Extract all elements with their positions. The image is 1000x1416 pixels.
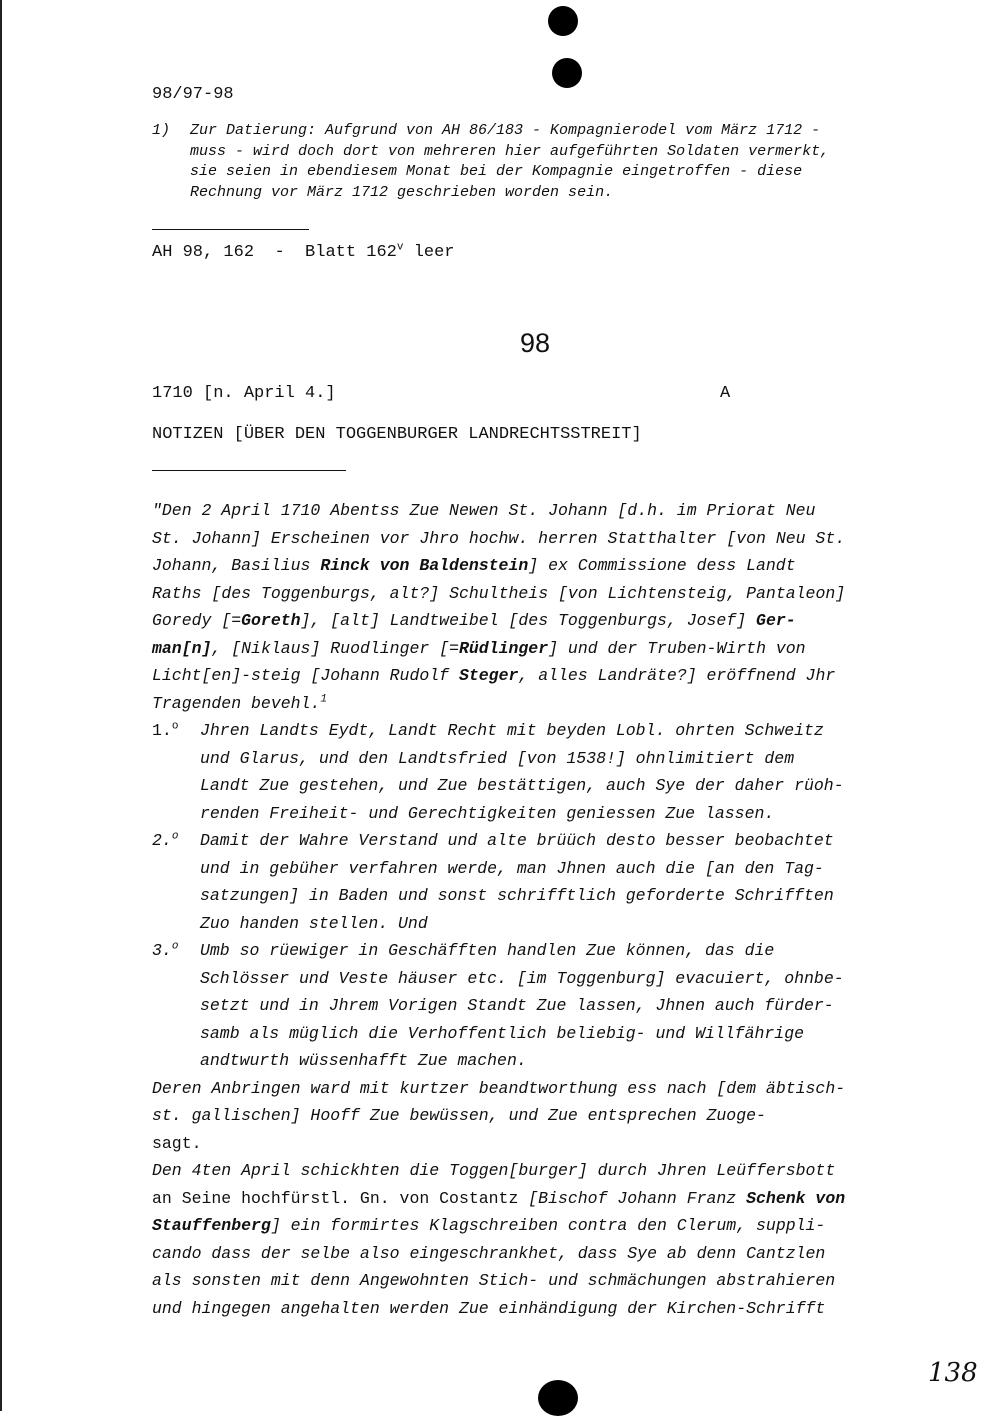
leer-label: leer	[413, 243, 455, 262]
text: eröffnend Jhr	[696, 666, 836, 685]
page-reference: 98/97-98	[152, 85, 234, 104]
name-bold: Rinck von Baldenstein	[320, 556, 529, 575]
paragraph-1	[152, 497, 932, 717]
text: renden Freiheit- und Gerechtigkeiten geniessen Zue lassen.	[200, 803, 775, 823]
text: Damit der Wahre Verstand und alte brüüch desto besser beobachtet	[200, 831, 834, 850]
item-number	[152, 717, 200, 827]
text: [an den Tag-	[704, 858, 824, 878]
text: Landt Zue gestehen, und Zue bestättigen, auch Sye der daher rüoh-	[200, 776, 844, 795]
footnote-line: Rechnung vor März 1712 geschrieben worden sein.	[190, 183, 614, 201]
text: [von Lichtensteig, Pantaleon]	[558, 583, 846, 603]
footnote-ref: 1	[320, 693, 327, 705]
paragraph-3	[152, 1157, 932, 1322]
text: [=	[439, 638, 459, 658]
ordinal-mark: o	[171, 720, 179, 733]
document-number: 98	[520, 328, 551, 358]
text: ohnlimitiert dem	[625, 748, 795, 768]
text: [dem äbtisch-	[716, 1078, 846, 1098]
text: -steig	[241, 666, 311, 685]
text: ,	[211, 638, 232, 658]
text: [en]	[201, 666, 242, 685]
text: Hooff Zue bewüssen, und Zue entsprechen Zuoge-	[300, 1106, 766, 1125]
name-bold: Schenk von	[746, 1188, 846, 1208]
punch-hole	[548, 6, 578, 36]
document-body	[152, 497, 932, 1322]
name-bold: Goreth	[241, 611, 301, 630]
item-text	[200, 827, 932, 937]
text: sagt.	[152, 1133, 202, 1153]
paragraph-2	[152, 1075, 932, 1158]
text: als sonsten mit denn Angewohnten Stich- und schmächungen abstrahieren	[152, 1271, 836, 1290]
handwritten-page-number: 138	[928, 1358, 978, 1388]
item-text	[200, 937, 932, 1075]
text: ex Commissione dess Landt	[538, 556, 796, 575]
text: ein formirtes Klagschreiben contra den Clerum, suppli-	[280, 1216, 826, 1235]
text: Schultheis	[439, 583, 558, 603]
list-item	[152, 827, 932, 937]
ordinal-mark: o	[171, 940, 179, 953]
item-number	[152, 827, 200, 937]
text: [burger]	[508, 1161, 588, 1180]
text: St. Johann]	[152, 528, 261, 548]
text: 3.	[152, 941, 172, 960]
name-bold: Ger-	[756, 611, 796, 630]
text: andtwurth wüssenhafft Zue machen.	[200, 1051, 527, 1070]
text: Johann, Basilius	[152, 556, 321, 575]
ordinal-mark: o	[171, 830, 179, 843]
text: ], [alt]	[300, 611, 380, 630]
text: 2.	[152, 831, 172, 850]
footnote-line: Zur Datierung: Aufgrund von AH 86/183 - Kompagnierodel vom März 1712 -	[190, 122, 821, 139]
text: [=	[221, 611, 242, 630]
item-number	[152, 937, 200, 1075]
text: Landtweibel	[379, 611, 509, 630]
text: und hingegen angehalten werden Zue einhändigung der Kirchen-Schrifft	[152, 1298, 826, 1318]
list-item	[152, 717, 932, 827]
text: und Glarus, und den Landtsfried	[200, 748, 517, 768]
text: und in gebüher verfahren werde, man Jhnen auch die	[200, 858, 705, 878]
text: , alles Landräte?]	[518, 666, 697, 685]
text: Raths	[152, 583, 212, 603]
scan-edge	[0, 0, 2, 1411]
text: Den 4ten April schickhten die Toggen	[152, 1161, 509, 1180]
text: Erscheinen vor Jhro hochw. herren Statthalter	[260, 528, 727, 548]
text: ]	[548, 638, 559, 658]
text: setzt und in Jhrem Vorigen Standt Zue lassen, Jhnen auch fürder-	[200, 996, 834, 1015]
text: [Bischof Johann Franz	[528, 1188, 747, 1208]
text: [des Toggenburgs, alt?]	[211, 583, 440, 603]
text: [von 1538!]	[516, 748, 626, 768]
punch-hole	[552, 58, 582, 88]
blatt-label: Blatt 162	[305, 243, 397, 262]
text: satzungen]	[200, 886, 300, 905]
divider	[152, 229, 309, 230]
text: Licht	[152, 666, 202, 685]
text: samb als müglich die Verhoffentlich beliebig- und Willfährige	[200, 1023, 804, 1043]
divider	[152, 470, 346, 471]
text: [im Toggenburg]	[516, 968, 666, 988]
name-bold: Steger	[458, 666, 519, 685]
item-text	[200, 717, 932, 827]
document-date: 1710 [n. April 4.]	[152, 384, 336, 403]
text: st. gallischen]	[152, 1106, 301, 1125]
footnote-line: sie seien in ebendiesem Monat bei der Kompagnie eingetroffen - diese	[190, 163, 803, 180]
footnote-1	[152, 121, 912, 203]
text: ]	[528, 556, 539, 575]
text: Deren Anbringen ward mit kurtzer beandtworthung ess nach	[152, 1078, 717, 1098]
verso-mark: v	[396, 241, 404, 254]
text: ]	[270, 1216, 281, 1235]
text: durch Jhren Leüffersbott	[587, 1161, 836, 1180]
text: Schlösser und Veste häuser etc.	[200, 968, 517, 988]
text: 1.	[152, 721, 172, 740]
text: [d.h. im Priorat Neu	[617, 501, 816, 520]
text: Jhren Landts Eydt, Landt Recht mit beyden Lobl. ohrten Schweitz	[200, 721, 824, 740]
text: an Seine hochfürstl. Gn. von Costantz	[152, 1188, 529, 1208]
text: cando dass der selbe also eingeschrankhet, dass Sye ab denn Cantzlen	[152, 1243, 826, 1263]
text: "Den 2 April 1710 Abentss Zue Newen St. Johann	[152, 501, 618, 520]
text: in Baden und sonst schrifftlich geforderte Schrifften	[299, 886, 834, 905]
text: [Johann Rudolf	[310, 666, 459, 685]
text: Zuo handen stellen. Und	[200, 913, 428, 933]
text: [von Neu St.	[726, 528, 846, 548]
ah-ref: AH 98, 162	[152, 243, 255, 262]
text: Tragenden bevehl.	[152, 693, 321, 713]
name-bold: Stauffenberg	[152, 1216, 271, 1235]
text: evacuiert, ohnbe-	[665, 968, 844, 988]
text: Goredy	[152, 611, 222, 630]
footnote-number: 1)	[152, 122, 171, 139]
text: Ruodlinger	[320, 638, 440, 658]
text: [des Toggenburgs, Josef]	[508, 611, 757, 630]
document-heading: NOTIZEN [ÜBER DEN TOGGENBURGER LANDRECHTSSTREIT]	[152, 425, 642, 444]
archive-reference	[152, 243, 455, 262]
document-letter: A	[720, 384, 731, 403]
text: Umb so rüewiger in Geschäfften handlen Zue können, das die	[200, 941, 775, 960]
footnote-line: muss - wird doch dort von mehreren hier aufgeführten Soldaten vermerkt,	[190, 142, 830, 160]
ah-dash: -	[274, 243, 285, 262]
text: und der Truben-Wirth von	[558, 638, 806, 658]
text: [Niklaus]	[231, 638, 321, 658]
name-bold: Rüdlinger	[459, 638, 549, 658]
list-item	[152, 937, 932, 1075]
name-bold: man[n]	[152, 638, 212, 658]
